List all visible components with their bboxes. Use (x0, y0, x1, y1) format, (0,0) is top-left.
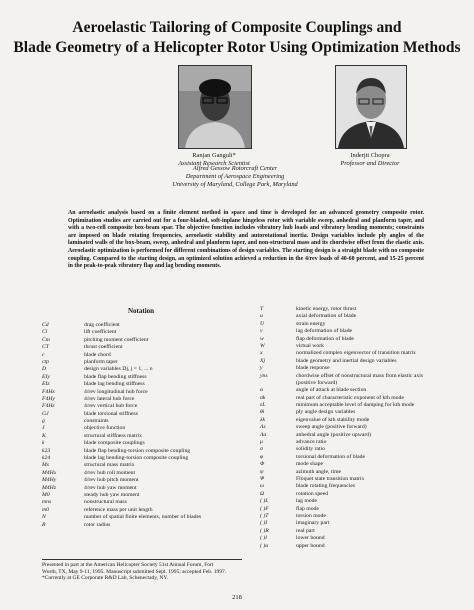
notation-list-right (260, 306, 460, 550)
title-line-1: Aeroelastic Tailoring of Composite Couplings and (72, 19, 402, 36)
notation-row (260, 476, 460, 483)
notation-row (42, 440, 242, 447)
notation-symbol: Φ (260, 461, 265, 468)
notation-row (42, 462, 242, 469)
notation-symbol: α (260, 387, 263, 394)
notation-symbol: y (260, 365, 263, 372)
notation-definition: blade rotating frequencies (296, 483, 356, 490)
notation-symbol: Ms (42, 462, 49, 469)
notation-definition: sweep angle (positive forward) (296, 424, 367, 431)
notation-row (260, 432, 460, 439)
notation-row (260, 483, 460, 490)
notation-definition: 4/rev hub pitch moment (84, 477, 139, 484)
notation-symbol: K (42, 432, 46, 439)
notation-symbol: ( )T (260, 512, 269, 519)
notation-definition: angle of attack at blade section (296, 387, 367, 394)
notation-symbol: θi (260, 409, 265, 416)
notation-symbol: ( )L (260, 498, 269, 505)
notation-row (260, 461, 460, 468)
notation-row (260, 343, 460, 350)
notation-row (260, 336, 460, 343)
notation-definition: 4/rev lateral hub force (84, 395, 135, 402)
notation-definition: blade flap bending stiffness (84, 373, 147, 380)
notation-symbol: J (42, 425, 45, 432)
notation-symbol: Ω (260, 490, 265, 497)
notation-definition: design variables Dj, j = 1, ... n (84, 366, 153, 373)
author-role: Professor and Director (340, 160, 400, 167)
notation-definition: lag deformation of blade (296, 328, 353, 335)
notation-row (260, 506, 460, 513)
notation-symbol: Cd (42, 322, 49, 328)
notation-definition: blade lag bending-torsion composite coupling (84, 455, 189, 462)
author-role: Assistant Research Scientist (178, 160, 250, 167)
notation-row (260, 380, 460, 387)
author-photo-chopra (335, 65, 407, 149)
notation-symbol: λk (260, 416, 265, 423)
footnote-line: Worth, TX, May 9-11, 1995. Manuscript submitted Sept. 1995; accepted Feb. 1997. (42, 568, 227, 575)
notation-symbol: yns (260, 372, 268, 379)
page-number: 218 (232, 594, 242, 601)
notation-symbol: GJ (42, 410, 49, 417)
notation-definition: blade lag bending stiffness (84, 381, 145, 388)
notation-row (42, 433, 242, 440)
footnote-line: *Currently at GE Corporate R&D Lab, Schenectady, NY. (42, 575, 169, 582)
notation-symbol: ( )R (260, 527, 269, 534)
notation-definition: number of spatial finite elements, number of blades (84, 514, 202, 521)
notation-definition: solidity ratio (296, 446, 325, 453)
notation-row (42, 329, 242, 336)
notation-definition: 4/rev hub yaw moment (84, 484, 137, 491)
notation-definition: anhedral angle (positive upward) (296, 431, 372, 438)
author-photo-ganguli (178, 65, 252, 149)
footnote-line: Presented in part at the American Helicopter Society 51st Annual Forum, Fort (42, 562, 214, 568)
notation-definition: nonstructural mass (84, 499, 127, 506)
notation-row (42, 411, 242, 418)
notation-row (42, 425, 242, 432)
notation-symbol: σ (260, 446, 263, 453)
notation-definition: planform taper (84, 358, 118, 365)
notation-definition: rotation speed (296, 490, 329, 497)
notation-row (260, 454, 460, 461)
notation-symbol: x (260, 350, 263, 357)
notation-row (260, 491, 460, 498)
notation-row (260, 395, 460, 402)
notation-row (42, 322, 242, 329)
notation-symbol: ( )l (260, 535, 267, 542)
notation-row (42, 352, 242, 359)
notation-definition: advance ratio (296, 439, 327, 446)
notation-definition: mode shape (296, 461, 324, 468)
notation-row (260, 321, 460, 328)
notation-row (260, 417, 460, 424)
notation-definition: normalized complex eigenvector of transition matrix (296, 350, 416, 357)
notation-definition: real part (296, 527, 315, 534)
notation-definition: kinetic energy, rotor thrust (296, 306, 357, 312)
notation-row (260, 387, 460, 394)
notation-symbol: g (42, 418, 45, 425)
notation-symbol: w (260, 335, 264, 342)
notation-row (260, 373, 460, 380)
notation-definition: real part of characteristic exponent of kth mode (296, 394, 404, 401)
notation-row (260, 513, 460, 520)
notation-definition: objective function (84, 425, 126, 432)
affiliation (130, 165, 340, 189)
notation-definition: blade torsional stiffness (84, 410, 138, 417)
notation-symbol: M4Hy (42, 477, 57, 484)
notation-definition: blade chord (84, 351, 111, 358)
notation-symbol: σk (260, 394, 266, 401)
notation-symbol: u (260, 313, 263, 320)
notation-heading: Notation (128, 307, 155, 315)
notation-symbol: ω (260, 483, 265, 490)
abstract: An aeroelastic analysis based on a finite element method in space and time is developed for an advanced geometry composite rotor. Optimization studies are carried out for a four-bladed, soft-inplane hingeless rotor with variable sweep, anhedral and planform taper, and with a two-cell composite box-beam spar. The objective function includes vibratory hub loads and vibratory bending moments; constraints are imposed on blade rotating frequencies, aeroelastic stability and autorotational inertia. Design variables include ply angles of the laminated walls of the box-beam, sweep, anhedral and planform taper, and non-structural mass and its chordwise offset from the elastic axis. Aeroelastic optimization is performed for different combinations of design variables. The starting design is a straight blade with no composite coupling. Compared to the starting design, an optimized solution achieved a reduction in the 4/rev loads of 40-60 percent, and 15-25 percent in the peak-to-peak vibratory flap and lag bending moments. (68, 210, 424, 270)
notation-symbol: v (260, 328, 263, 335)
notation-row (42, 381, 242, 388)
notation-symbol: ( )u (260, 542, 269, 549)
notation-row (260, 402, 460, 409)
notation-row (260, 365, 460, 372)
notation-symbol: φ (260, 453, 264, 460)
notation-definition: upper bound (296, 542, 325, 549)
notation-definition: lift coefficient (84, 329, 117, 336)
notation-definition: lag mode (296, 498, 318, 505)
notation-row (260, 439, 460, 446)
notation-symbol: ψ (260, 468, 264, 475)
notation-row (42, 337, 242, 344)
notation-symbol: Xj (260, 357, 266, 364)
notation-row (42, 344, 242, 351)
notation-definition: blade flap bending-torsion composite coupling (84, 447, 191, 454)
notation-symbol: F4Hx (42, 388, 55, 395)
notation-row (260, 543, 460, 550)
notation-definition: structural stiffness matrix (84, 432, 143, 439)
notation-row (260, 313, 460, 320)
notation-row (260, 306, 460, 313)
notation-row (260, 446, 460, 453)
affiliation-line: Department of Aerospace Engineering (185, 173, 285, 180)
notation-symbol: Λs (260, 424, 266, 431)
notation-row (260, 350, 460, 357)
notation-symbol: ctp (42, 358, 49, 365)
notation-row (260, 535, 460, 542)
notation-definition: pitching moment coefficient (84, 336, 149, 343)
notation-row (42, 448, 242, 455)
notation-definition: lower bound (296, 535, 325, 542)
notation-symbol: EIy (42, 373, 50, 380)
notation-definition: blade geometry and inertial design variables (296, 357, 397, 364)
paper-title (0, 18, 474, 58)
notation-symbol: D (42, 366, 47, 373)
notation-definition: ply angle design variables (296, 409, 356, 416)
author-name: Ranjan Ganguli* (192, 152, 236, 159)
notation-definition: 4/rev hub roll moment (84, 469, 136, 476)
notation-row (260, 469, 460, 476)
notation-definition: azimuth angle, time (296, 468, 342, 475)
notation-symbol: CT (42, 344, 49, 351)
notation-symbol: mns (42, 499, 52, 506)
author-block-chopra (330, 152, 410, 168)
notation-symbol: μ (260, 439, 263, 446)
notation-definition: virtual work (296, 342, 324, 349)
notation-symbol: Cm (42, 336, 50, 343)
notation-symbol: c (42, 351, 45, 358)
title-line-2: Blade Geometry of a Helicopter Rotor Using Optimization Methods (13, 39, 461, 56)
notation-row (260, 409, 460, 416)
notation-symbol: k (42, 440, 45, 447)
notation-symbol: k24 (42, 455, 51, 462)
notation-row (260, 528, 460, 535)
notation-definition: 4/rev vertical hub force (84, 403, 138, 410)
notation-row (260, 520, 460, 527)
notation-definition: blade composite couplings (84, 440, 145, 447)
notation-symbol: ( )I (260, 520, 268, 527)
notation-list-left (42, 322, 242, 529)
notation-definition: steady hub yaw moment (84, 491, 140, 498)
notation-definition: (positive forward) (296, 379, 338, 386)
notation-definition: imaginary part (296, 520, 330, 527)
notation-definition: 4/rev longitudinal hub force (84, 388, 148, 395)
notation-row (260, 328, 460, 335)
notation-row (42, 374, 242, 381)
notation-definition: Floquet state transition matrix (296, 475, 365, 482)
notation-row (42, 403, 242, 410)
notation-symbol: T (260, 306, 264, 312)
notation-symbol: N (42, 514, 46, 521)
notation-row (42, 366, 242, 373)
notation-symbol: F4Hz (42, 403, 55, 410)
notation-symbol: k23 (42, 447, 51, 454)
notation-definition: axial deformation of blade (296, 313, 357, 320)
notation-symbol: M0 (42, 491, 50, 498)
notation-row (42, 514, 242, 521)
notation-row (42, 492, 242, 499)
notation-row (42, 477, 242, 484)
author-name: Inderjit Chopra (350, 152, 390, 159)
notation-symbol: ( )F (260, 505, 269, 512)
notation-definition: constraints (84, 418, 109, 425)
notation-definition: eigenvalue of kth stability mode (296, 416, 370, 423)
notation-symbol: U (260, 320, 265, 327)
notation-symbol: M4Hz (42, 484, 56, 491)
notation-symbol: W (260, 342, 265, 349)
notation-definition: strain energy (296, 320, 326, 327)
notation-definition: flap mode (296, 505, 319, 512)
footnote (42, 559, 242, 582)
notation-definition: reference mass per unit length (84, 506, 153, 513)
notation-definition: minimum acceptable level of damping for kth mode (296, 402, 415, 409)
notation-definition: structural mass matrix (84, 462, 135, 469)
notation-definition: torsion mode (296, 512, 326, 519)
notation-row (42, 507, 242, 514)
notation-definition: chordwise offset of nonstructural mass from elastic axis (296, 372, 424, 379)
notation-row (42, 389, 242, 396)
notation-row (42, 455, 242, 462)
notation-row (260, 498, 460, 505)
notation-symbol: m0 (42, 506, 49, 513)
notation-row (42, 396, 242, 403)
notation-symbol: EIz (42, 381, 50, 388)
notation-definition: torsional deformation of blade (296, 453, 366, 460)
notation-row (42, 470, 242, 477)
affiliation-line: University of Maryland, College Park, Maryland (172, 181, 298, 188)
notation-row (260, 424, 460, 431)
notation-row (42, 499, 242, 506)
notation-row (260, 358, 460, 365)
notation-symbol: M4Hx (42, 469, 57, 476)
notation-row (42, 522, 242, 529)
notation-definition: thrust coefficient (84, 344, 123, 351)
notation-definition: rotor radius (84, 521, 111, 528)
notation-definition: drag coefficient (84, 322, 120, 328)
notation-symbol (260, 380, 296, 387)
notation-row (42, 485, 242, 492)
affiliation-line: Alfred Gessow Rotorcraft Center (192, 165, 278, 172)
notation-symbol: R (42, 521, 46, 528)
notation-symbol: Λa (260, 431, 267, 438)
notation-symbol: F4Hy (42, 395, 55, 402)
notation-symbol: Ψ (260, 475, 264, 482)
notation-definition: flap deformation of blade (296, 335, 354, 342)
notation-row (42, 359, 242, 366)
notation-definition: blade response (296, 365, 330, 372)
notation-symbol: Cl (42, 329, 48, 336)
notation-row (42, 418, 242, 425)
notation-symbol: εL (260, 402, 266, 409)
